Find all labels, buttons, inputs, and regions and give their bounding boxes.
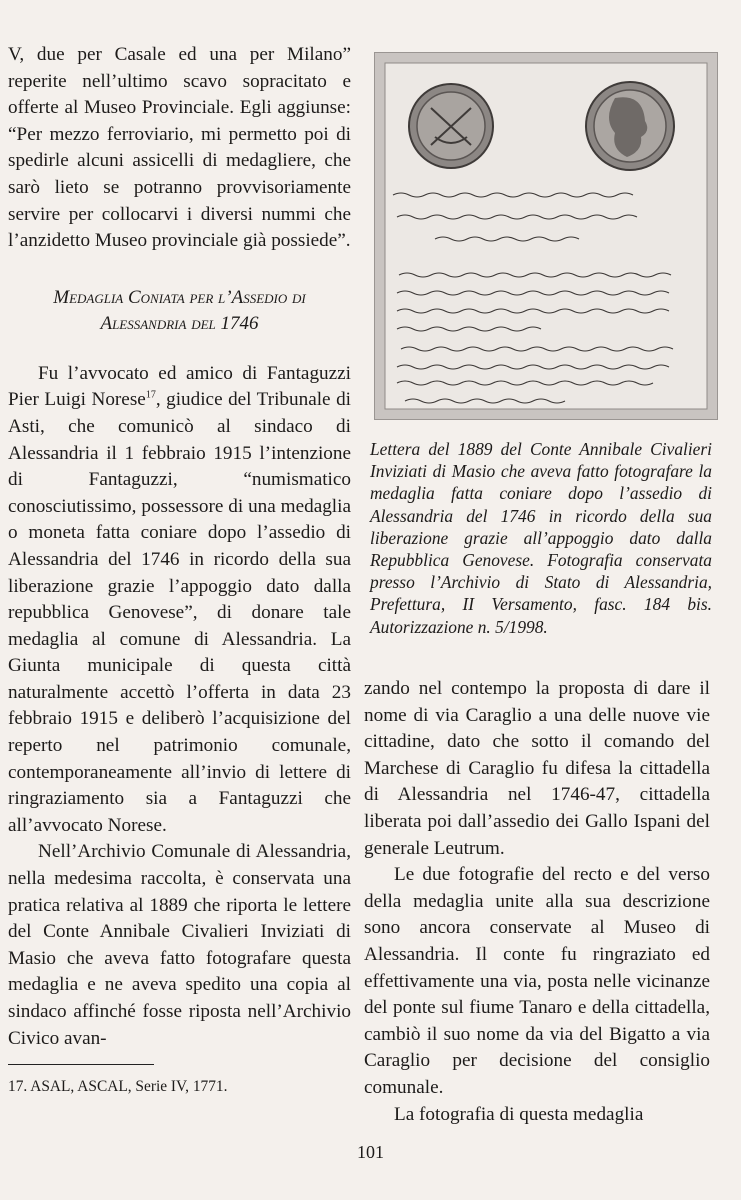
figure-caption	[370, 438, 712, 638]
paragraph-norese	[8, 361, 351, 840]
medal-verso-image	[586, 82, 674, 170]
right-column	[364, 676, 710, 1128]
section-heading-line-1: Medaglia Coniata per l’Assedio di	[53, 286, 306, 308]
paragraph-norese-start: Fu l’avvocato ed amico di Fantaguzzi Pier Luigi Norese	[8, 362, 351, 411]
paragraph-museum-letter: V, due per Casale ed una per Milano” reperite nell’ultimo scavo sopracitato e offerte al Museo Provinciale. Egli aggiunse: “Per mezzo ferroviario, mi permetto poi di spedirle alcuni assicelli di medagliere, che sarò lieto se potranno provvisoriamente servire per collocarvi i diversi nummi che l’anzidetto Museo provinciale già possiede”.	[8, 44, 351, 252]
footnote-reference[interactable]: 17	[145, 389, 156, 401]
paragraph-continuation: La fotografia di questa medaglia	[394, 1103, 644, 1125]
medal-recto-image	[409, 84, 493, 168]
paragraph-norese-rest: , giudice del Tribunale di Asti, che comunicò al sindaco di Alessandria il 1 febbraio 1915 l’intenzione di Fantaguzzi, “numismatico conosciutissimo, possessore di una medaglia o moneta fatta coniare dopo l’assedio di Alessandria del 1746 in ricordo della sua liberazione grazie l’appoggio dato dalla repubblica Genovese”, di donare tale medaglia al comune di Alessandria. La Giunta municipale di questa città naturalmente accettò l’offerta in data 23 febbraio 1915 e deliberò l’acquisizione del reperto nel patrimonio comunale, contemporaneamente all’invio di lettere di ringraziamento sia a Fantaguzzi che all’avvocato Norese.	[8, 389, 351, 836]
section-heading-line-2: Alessandria del 1746	[100, 312, 259, 334]
figure-caption-text: Lettera del 1889 del Conte Annibale Civalieri Inviziati di Masio che aveva fatto fotografare la medaglia fatta coniare dopo l’assedio di Alessandria del 1746 in ricordo della sua liberazione grazie all’appoggio dato dalla Repubblica Genovese. Fotografia conservata presso l’Archivio di Stato di Alessandria, Prefettura, II Versamento, fasc. 184 bis. Autorizzazione n. 5/1998.	[370, 439, 712, 637]
photograph-illustration	[375, 53, 717, 419]
medal-letter-photograph	[374, 52, 718, 420]
footnote-divider	[8, 1064, 154, 1065]
paragraph-photographs: Le due fotografie del recto e del verso della medaglia unite alla sua descrizione sono ancora conservate al Museo di Alessandria. Il conte fu ringraziato ed effettivamente una via, posta nelle vicinanze del ponte sul fiume Tanaro e della cittadella, cambiò il suo nome da via del Bigatto a via Caraglio per decisione del consiglio comunale.	[364, 864, 710, 1098]
left-column	[8, 42, 351, 1052]
paragraph-archive: Nell’Archivio Comunale di Alessandria, nella medesima raccolta, è conservata una pratica relativa al 1889 che riporta le lettere del Conte Annibale Civalieri Inviziati di Masio che aveva fatto fotografare questa medaglia e ne aveva spedito una copia al sindaco affinché fosse riposta nell’Archivio Civico avan-	[8, 841, 351, 1049]
section-heading	[8, 285, 351, 337]
paragraph-via-caraglio: zando nel contempo la proposta di dare il nome di via Caraglio a una delle nuove vie cittadine, dato che sotto il comando del Marchese di Caraglio fu difesa la cittadella di Alessandria nel 1746-47, cittadella liberata poi dall’assedio dei Gallo Ispani del generale Leutrum.	[364, 678, 710, 859]
footnote: 17. ASAL, ASCAL, Serie IV, 1771.	[8, 1078, 228, 1095]
page-number: 101	[357, 1142, 384, 1162]
